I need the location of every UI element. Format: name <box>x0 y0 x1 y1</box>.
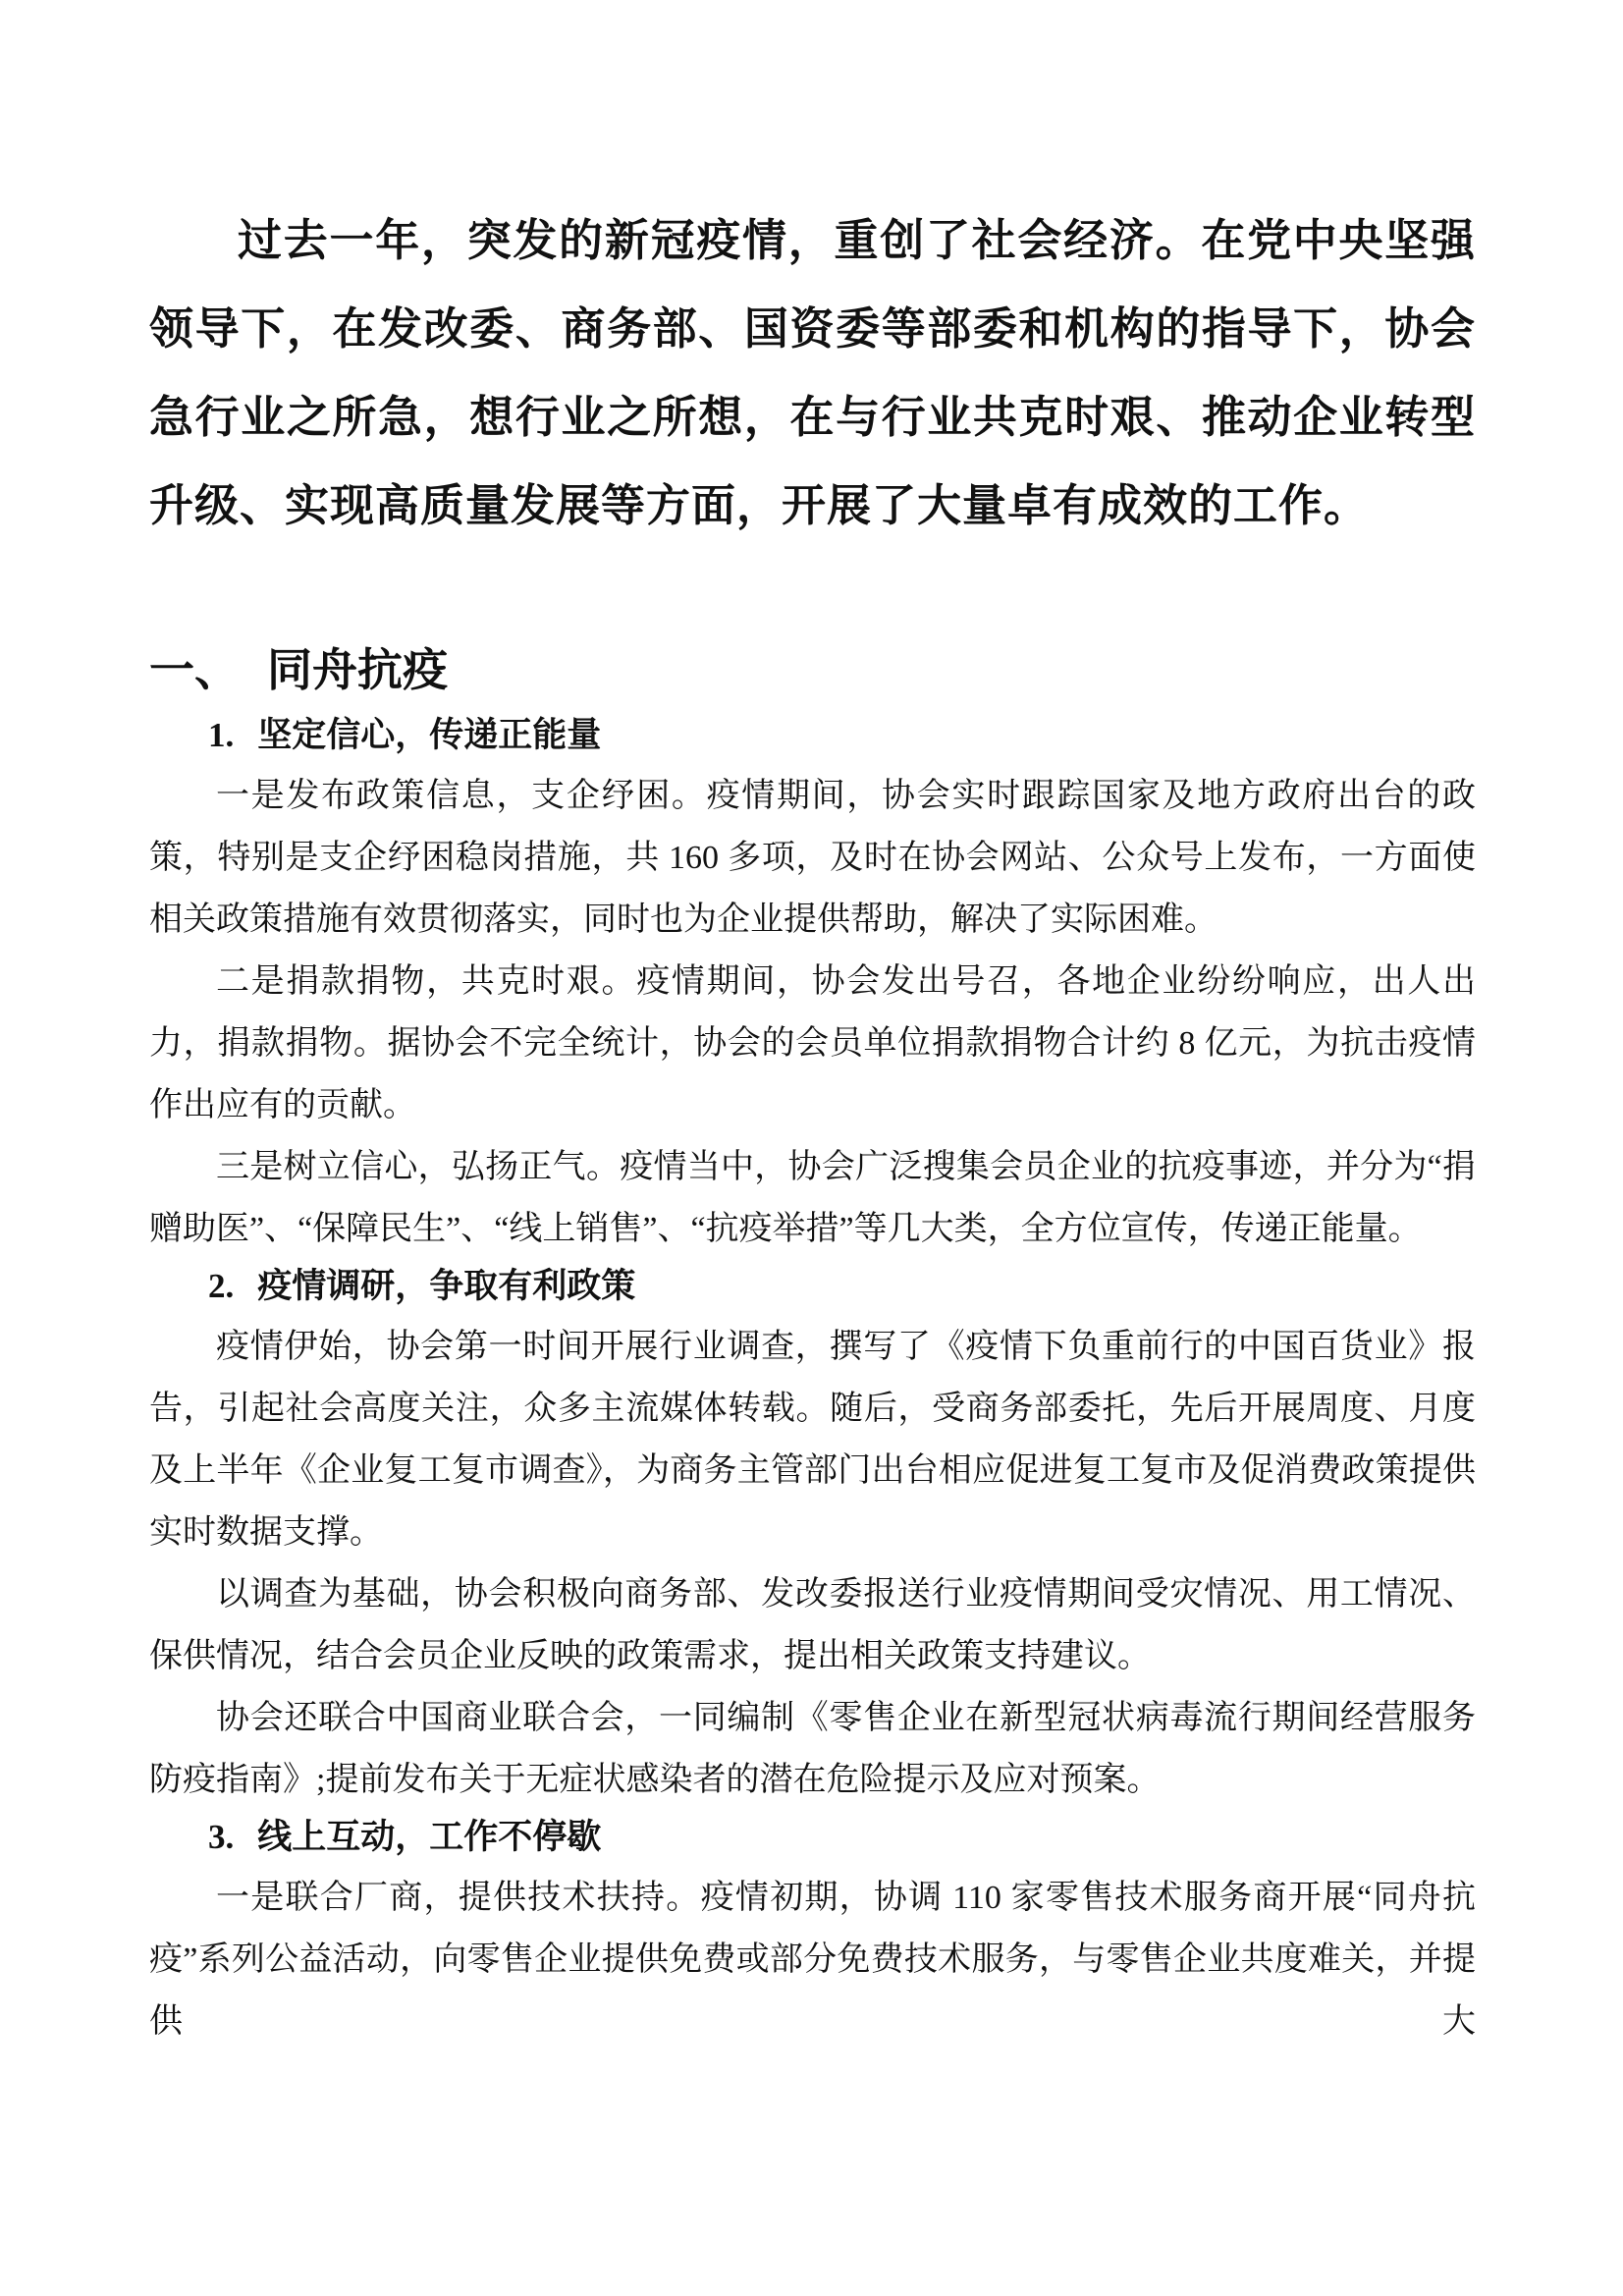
paragraph: 以调查为基础，协会积极向商务部、发改委报送行业疫情期间受灾情况、用工情况、保供情况，结合会员企业反映的政策需求，提出相关政策支持建议。 <box>149 1576 1476 1674</box>
section-heading <box>149 641 1476 700</box>
subsection-3-title: 线上互动，工作不停歇 <box>257 1818 602 1856</box>
subsection-3-heading <box>208 1811 1476 1864</box>
subsection-2-heading <box>208 1260 1476 1313</box>
paragraph: 二是捐款捐物，共克时艰。疫情期间，协会发出号召，各地企业纷纷响应，出人出力，捐款捐物。据协会不完全统计，协会的会员单位捐款捐物合计约 8 亿元，为抗击疫情作出应有的贡献。 <box>149 963 1476 1123</box>
section-title: 同舟抗疫 <box>267 645 448 695</box>
subsection-1-heading <box>208 709 1476 762</box>
paragraph: 一是发布政策信息，支企纾困。疫情期间，协会实时跟踪国家及地方政府出台的政策，特别是支企纾困稳岗措施，共 160 多项，及时在协会网站、公众号上发布，一方面使相关政策措施有效贯彻落实，同时也为企业提供帮助，解决了实际困难。 <box>149 778 1476 938</box>
paragraph: 疫情伊始，协会第一时间开展行业调查，撰写了《疫情下负重前行的中国百货业》报告，引起社会高度关注，众多主流媒体转载。随后，受商务部委托，先后开展周度、月度及上半年《企业复工复市调查》，为商务主管部门出台相应促进复工复市及促消费政策提供实时数据支撑。 <box>149 1329 1476 1551</box>
paragraph: 三是树立信心，弘扬正气。疫情当中，协会广泛搜集会员企业的抗疫事迹，并分为“捐赠助医”、“保障民生”、“线上销售”、“抗疫举措”等几大类，全方位宣传，传递正能量。 <box>149 1149 1476 1247</box>
lead-paragraph: 过去一年，突发的新冠疫情，重创了社会经济。在党中央坚强领导下，在发改委、商务部、国资委等部委和机构的指导下，协会急行业之所急，想行业之所想，在与行业共克时艰、推动企业转型升级、实现高质量发展等方面，开展了大量卓有成效的工作。 <box>149 216 1476 530</box>
subsection-2-title: 疫情调研，争取有利政策 <box>257 1267 636 1305</box>
subsection-1-number: 1. <box>208 716 235 754</box>
section-number: 一、 <box>149 645 240 695</box>
paragraph: 一是联合厂商，提供技术扶持。疫情初期，协调 110 家零售技术服务商开展“同舟抗疫”系列公益活动，向零售企业提供免费或部分免费技术服务，与零售企业共度难关，并提供大 <box>149 1880 1476 2040</box>
subsection-3-number: 3. <box>208 1818 235 1856</box>
subsection-1-title: 坚定信心，传递正能量 <box>257 716 602 754</box>
subsection-2-number: 2. <box>208 1267 235 1305</box>
paragraph: 协会还联合中国商业联合会，一同编制《零售企业在新型冠状病毒流行期间经营服务防疫指南》;提前发布关于无症状感染者的潜在危险提示及应对预案。 <box>149 1700 1476 1798</box>
